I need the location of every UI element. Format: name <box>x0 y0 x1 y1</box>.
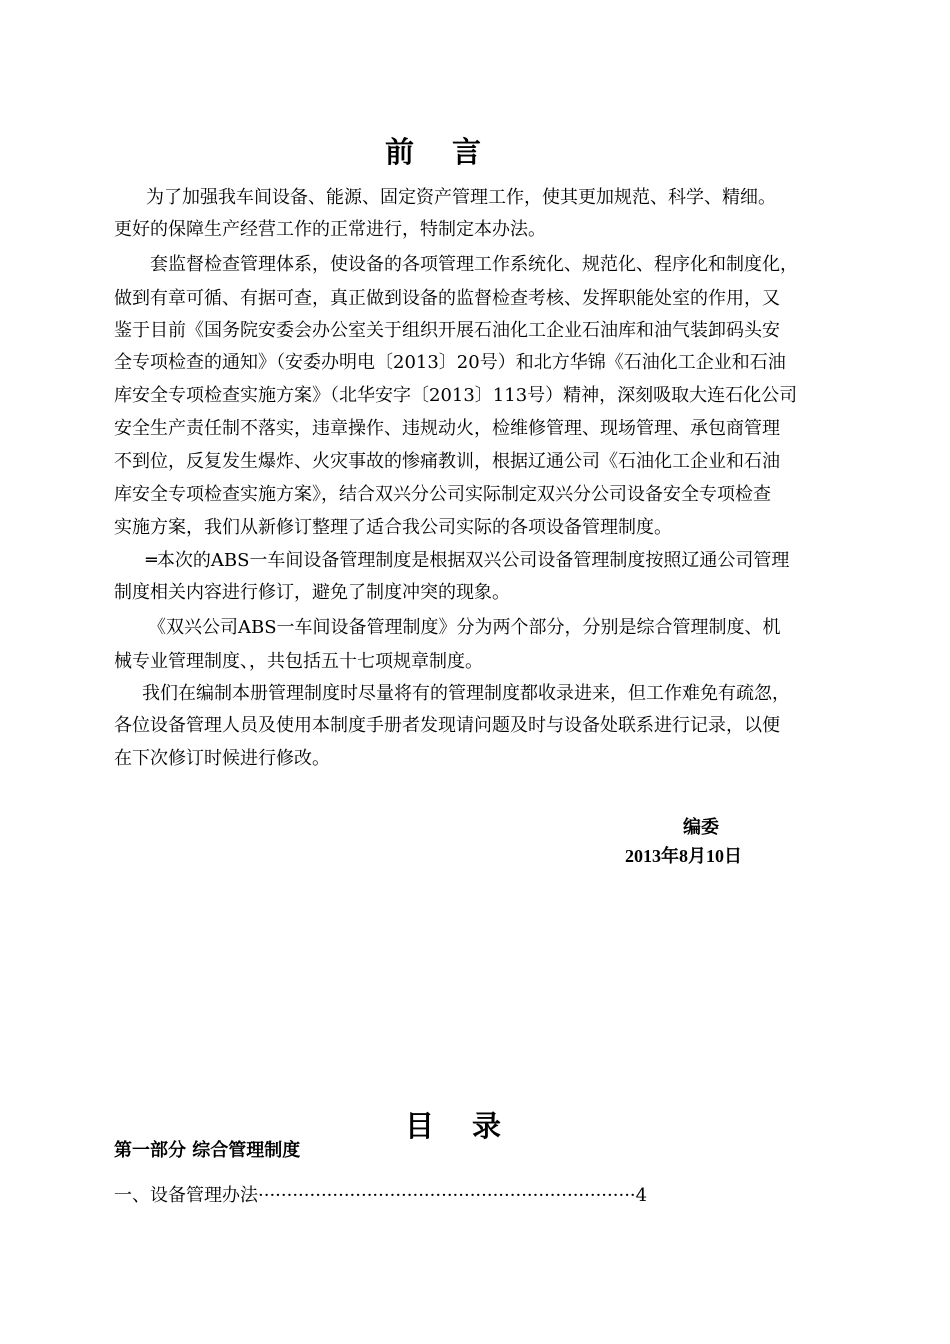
preface-line: 实施方案，我们从新修订整理了适合我公司实际的各项设备管理制度。 <box>114 517 672 538</box>
toc-title: 目 录 <box>404 1109 516 1143</box>
preface-line: 为了加强我车间设备、能源、固定资产管理工作，使其更加规范、科学、精细。 <box>146 187 776 208</box>
preface-line: 鉴于目前《国务院安委会办公室关于组织开展石油化工企业石油库和油气装卸码头安 <box>114 320 780 341</box>
preface-line: 更好的保障生产经营工作的正常进行，特制定本办法。 <box>114 219 546 240</box>
preface-line: 制度相关内容进行修订，避免了制度冲突的现象。 <box>114 582 510 603</box>
toc-entry[interactable] <box>114 1181 647 1207</box>
preface-line: 各位设备管理人员及使用本制度手册者发现请问题及时与设备处联系进行记录，以便 <box>114 715 780 736</box>
preface-line: 库安全专项检查实施方案》，结合双兴分公司实际制定双兴分公司设备安全专项检查 <box>114 484 771 505</box>
toc-entry-label: 一、设备管理办法 <box>114 1185 258 1206</box>
preface-line: 在下次修订时候进行修改。 <box>114 748 330 769</box>
toc-part-heading: 第一部分 综合管理制度 <box>114 1140 301 1161</box>
signature: 编委 <box>683 817 719 837</box>
preface-line: ═本次的ABS一车间设备管理制度是根据双兴公司设备管理制度按照辽通公司管理 <box>146 550 790 571</box>
preface-line: 我们在编制本册管理制度时尽量将有的管理制度都收录进来，但工作难免有疏忽， <box>142 683 790 704</box>
preface-line: 做到有章可循、有据可查，真正做到设备的监督检查考核、发挥职能处室的作用，又 <box>114 288 780 309</box>
toc-entry-page: 4 <box>635 1185 648 1206</box>
preface-line: 械专业管理制度、，共包括五十七项规章制度。 <box>114 651 483 672</box>
preface-line: 不到位，反复发生爆炸、火灾事故的惨痛教训，根据辽通公司《石油化工企业和石油 <box>114 451 780 472</box>
preface-line: 全专项检查的通知》（安委办明电〔2013〕20号）和北方华锦《石油化工企业和石油 <box>114 352 786 373</box>
preface-title: 前 言 <box>384 135 496 169</box>
preface-line: 套监督检查管理体系，使设备的各项管理工作系统化、规范化、程序化和制度化， <box>150 254 798 275</box>
signature-date: 2013年8月10日 <box>625 846 742 866</box>
preface-line: 安全生产责任制不落实，违章操作、违规动火，检维修管理、现场管理、承包商管理 <box>114 418 780 439</box>
toc-entry-leader: ·································································· <box>258 1185 636 1206</box>
preface-line: 《双兴公司ABS一车间设备管理制度》分为两个部分，分别是综合管理制度、机 <box>148 617 781 638</box>
preface-line: 库安全专项检查实施方案》（北华安字〔2013〕113号）精神，深刻吸取大连石化公司 <box>114 385 798 406</box>
